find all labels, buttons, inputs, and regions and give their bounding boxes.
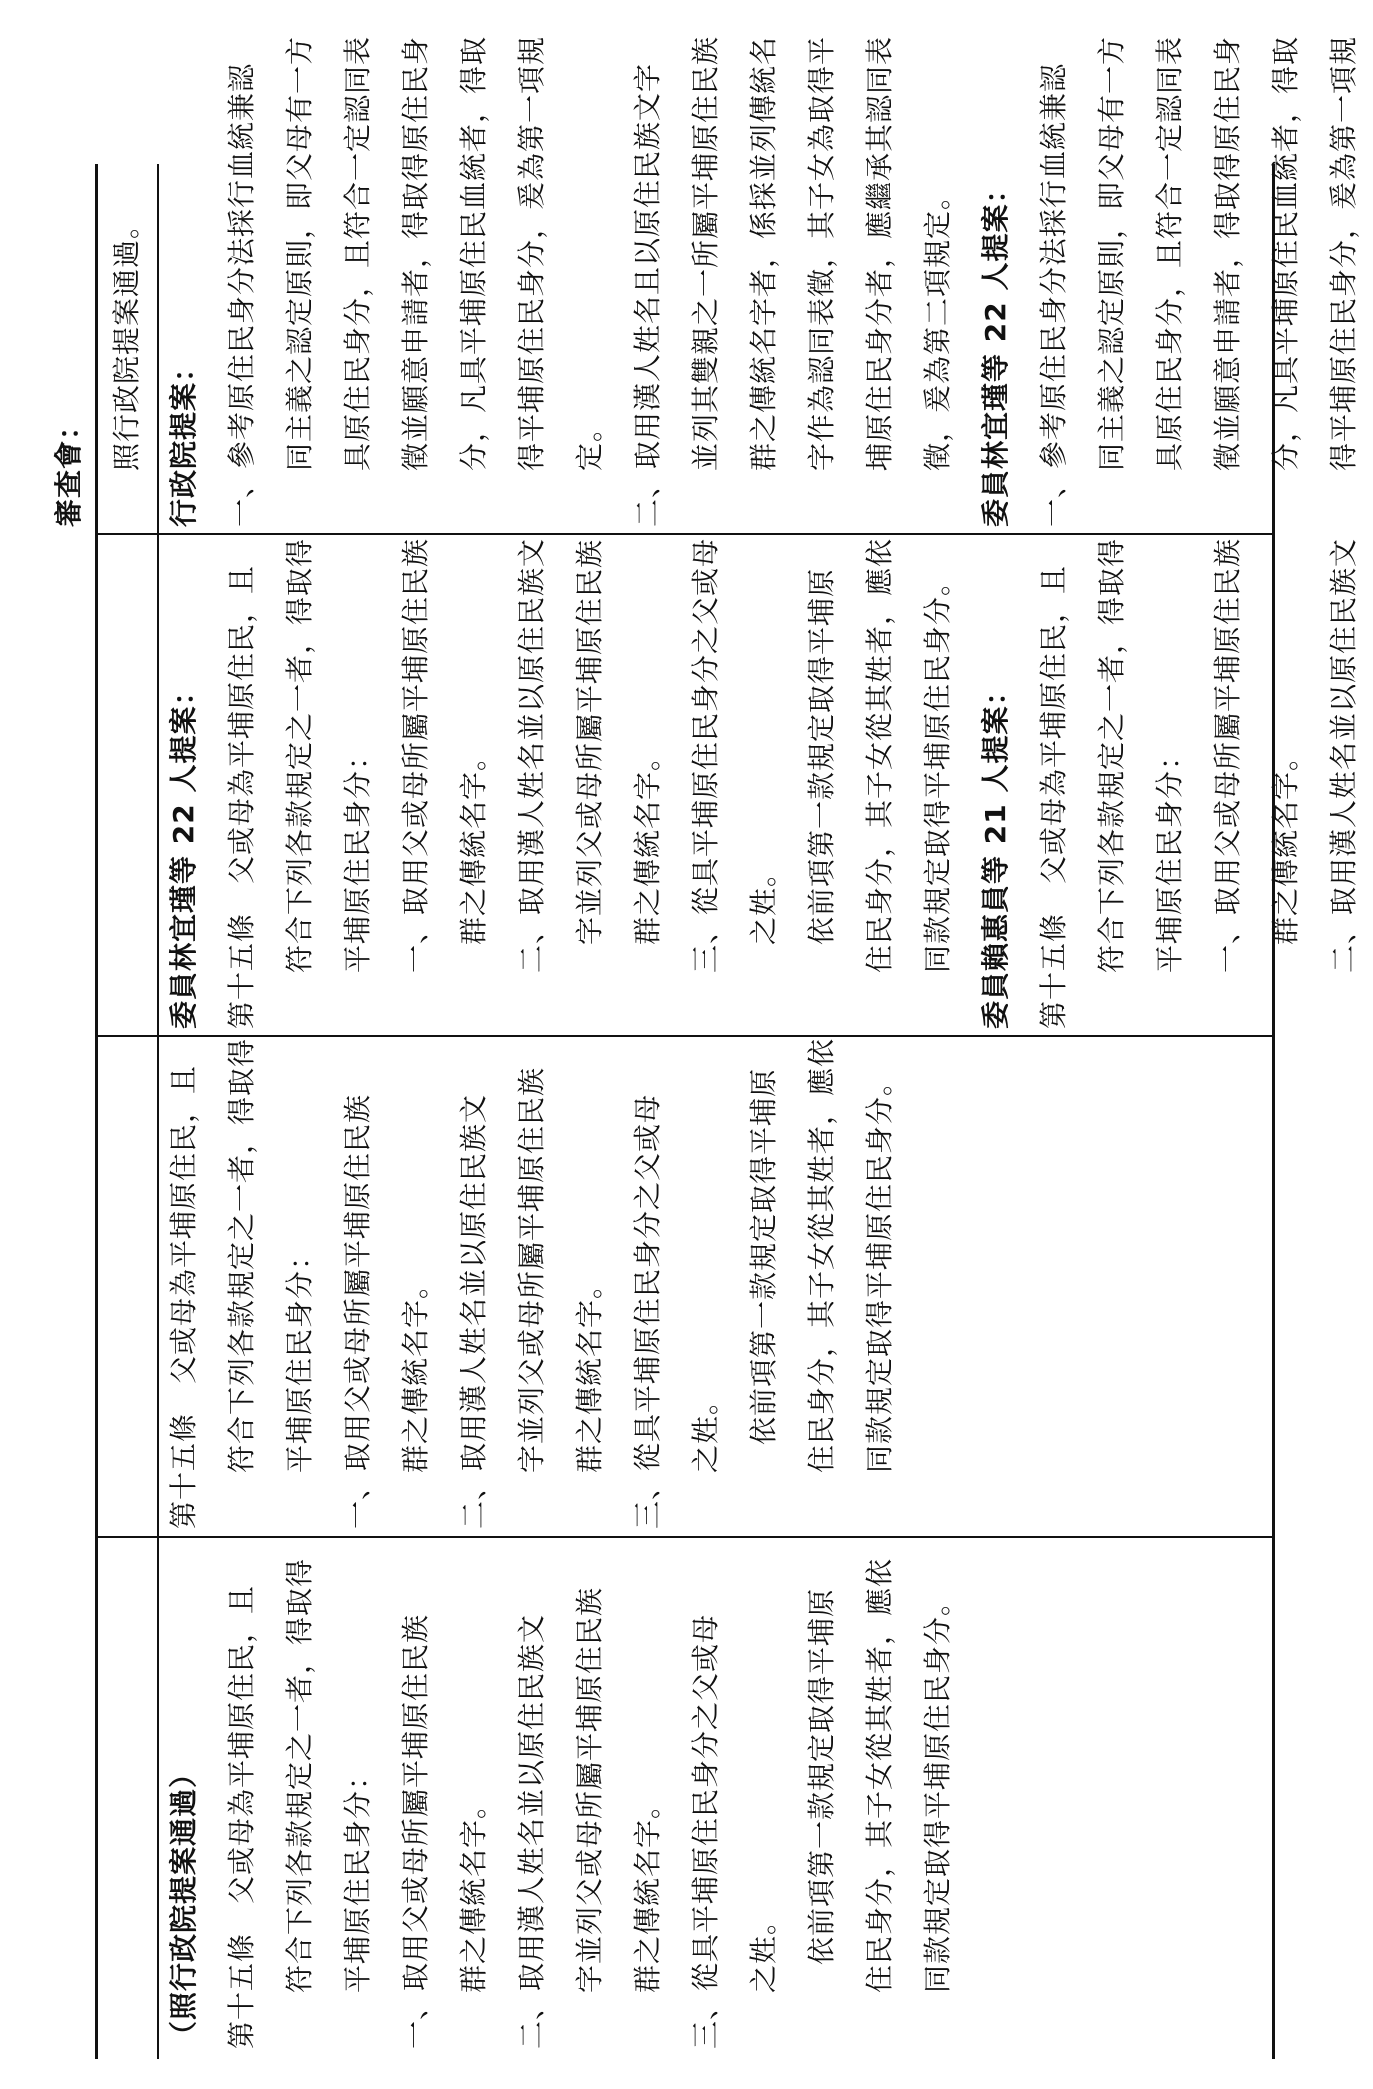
col-proposals-line: 平埔原住民身分：: [341, 740, 374, 973]
col-passed-line: 第十五條 父或母為平埔原住民，且: [225, 1584, 258, 2049]
col-committee-b-line: 埔原住民身分者，應繼承其認同表: [863, 35, 896, 471]
column-committee-decision: [40, 167, 160, 527]
col-passed-line: 二、取用漢人姓名並以原住民族文: [515, 1613, 548, 2049]
col-proposals-line: 依前項第一款規定取得平埔原: [805, 567, 838, 945]
col-proposals-line: 之姓。: [747, 857, 780, 945]
divider-executive: [95, 1536, 1275, 1538]
col-executive-line: 三、從具平埔原住民身分之父或母: [631, 1093, 664, 1529]
col-proposals-line: 委員賴惠員等 21 人提案：: [979, 676, 1012, 1029]
col-committee-a-line: 照行政院提案通過。: [110, 209, 143, 471]
col-committee-b-line: 同主義之認定原則，即父母有一方: [1095, 35, 1128, 471]
column-executive-draft: [155, 1039, 1265, 1529]
col-executive-line: 一、取用父或母所屬平埔原住民族: [341, 1093, 374, 1529]
column-passed-text: [155, 1544, 1265, 2049]
col-committee-b-line: 一、參考原住民身分法採行血統兼認: [1037, 62, 1070, 527]
col-passed-line: 群之傳統名字。: [457, 1789, 490, 1993]
col-committee-b-line: 得平埔原住民身分，爰為第一項規: [515, 35, 548, 471]
col-passed-line: 字並列父或母所屬平埔原住民族: [573, 1586, 606, 1993]
col-committee-b-line: 行政院提案：: [167, 352, 200, 527]
col-committee-b-line: 具原住民身分，且符合一定認同表: [341, 35, 374, 471]
col-committee-b-line: 字作為認同表徵，其子女為取得平: [805, 35, 838, 471]
col-passed-line: 住民身分，其子女從其姓者，應依: [863, 1557, 896, 1993]
col-proposals-line: 住民身分，其子女從其姓者，應依: [863, 537, 896, 973]
col-committee-a-line: 審查會：: [52, 410, 85, 527]
col-passed-line: 同款規定取得平埔原住民身分。: [921, 1586, 954, 1993]
divider-proposals: [95, 1035, 1275, 1037]
col-proposals-line: 三、從具平埔原住民身分之父或母: [689, 537, 722, 973]
col-proposals-line: 一、取用父或母所屬平埔原住民族: [1211, 537, 1244, 973]
col-executive-line: 平埔原住民身分：: [283, 1240, 316, 1473]
col-passed-line: 一、取用父或母所屬平埔原住民族: [399, 1613, 432, 2049]
col-executive-line: 住民身分，其子女從其姓者，應依: [805, 1037, 838, 1473]
col-committee-b-line: 定。: [573, 412, 606, 471]
col-passed-line: 之姓。: [747, 1905, 780, 1993]
col-proposals-line: 委員林宜瑾等 22 人提案：: [167, 676, 200, 1029]
col-executive-line: 符合下列各款規定之一者，得取得: [225, 1037, 258, 1473]
col-committee-b-line: 分，凡具平埔原住民血統者，得取: [457, 35, 490, 471]
col-committee-b-line: 並列其雙親之一所屬平埔原住民族: [689, 35, 722, 471]
col-committee-b-line: 委員林宜瑾等 22 人提案：: [979, 174, 1012, 527]
col-executive-line: 群之傳統名字。: [399, 1269, 432, 1473]
col-proposals-line: 符合下列各款規定之一者，得取得: [1095, 537, 1128, 973]
col-proposals-line: 群之傳統名字。: [1269, 741, 1302, 945]
col-executive-line: 二、取用漢人姓名並以原住民族文: [457, 1093, 490, 1529]
col-proposals-line: 符合下列各款規定之一者，得取得: [283, 537, 316, 973]
col-proposals-line: 二、取用漢人姓名並以原住民族文: [515, 537, 548, 973]
column-legislator-proposals: [155, 537, 1360, 1029]
col-proposals-line: 字並列父或母所屬平埔原住民族: [573, 538, 606, 945]
col-passed-line: 三、從具平埔原住民身分之父或母: [689, 1613, 722, 2049]
column-explanation: [155, 35, 1360, 527]
col-executive-line: 依前項第一款規定取得平埔原: [747, 1067, 780, 1445]
col-proposals-line: 群之傳統名字。: [631, 741, 664, 945]
col-passed-line: （照行政院提案通過）: [167, 1758, 200, 2049]
col-committee-b-line: 同主義之認定原則，即父母有一方: [283, 35, 316, 471]
col-proposals-line: 二、取用漢人姓名並以原住民族文: [1327, 537, 1360, 973]
col-passed-line: 依前項第一款規定取得平埔原: [805, 1587, 838, 1965]
col-executive-line: 字並列父或母所屬平埔原住民族: [515, 1066, 548, 1473]
col-committee-b-line: 得平埔原住民身分，爰為第一項規: [1327, 35, 1360, 471]
col-passed-line: 符合下列各款規定之一者，得取得: [283, 1557, 316, 1993]
col-executive-line: 群之傳統名字。: [573, 1269, 606, 1473]
col-committee-b-line: 徵並願意申請者，得取得原住民身: [1211, 35, 1244, 471]
col-committee-b-line: 分，凡具平埔原住民血統者，得取: [1269, 35, 1302, 471]
col-committee-b-line: 二、取用漢人姓名且以原住民族文字: [631, 62, 664, 527]
col-executive-line: 同款規定取得平埔原住民身分。: [863, 1066, 896, 1473]
col-committee-b-line: 群之傳統名字者，係採並列傳統名: [747, 35, 780, 471]
col-committee-b-line: 一、參考原住民身分法採行血統兼認: [225, 62, 258, 527]
col-proposals-line: 同款規定取得平埔原住民身分。: [921, 566, 954, 973]
col-proposals-line: 第十五條 父或母為平埔原住民，且: [1037, 564, 1070, 1029]
col-executive-line: 第十五條 父或母為平埔原住民，且: [167, 1064, 200, 1529]
col-passed-line: 平埔原住民身分：: [341, 1760, 374, 1993]
col-committee-b-line: 徵並願意申請者，得取得原住民身: [399, 35, 432, 471]
col-committee-b-line: 具原住民身分，且符合一定認同表: [1153, 35, 1186, 471]
col-executive-line: 之姓。: [689, 1385, 722, 1473]
col-proposals-line: 群之傳統名字。: [457, 741, 490, 945]
divider-committee: [95, 533, 1275, 535]
col-passed-line: 群之傳統名字。: [631, 1789, 664, 1993]
col-proposals-line: 一、取用父或母所屬平埔原住民族: [399, 537, 432, 973]
col-proposals-line: 平埔原住民身分：: [1153, 740, 1186, 973]
col-proposals-line: 第十五條 父或母為平埔原住民，且: [225, 564, 258, 1029]
col-committee-b-line: 徵，爰為第二項規定。: [921, 180, 954, 471]
